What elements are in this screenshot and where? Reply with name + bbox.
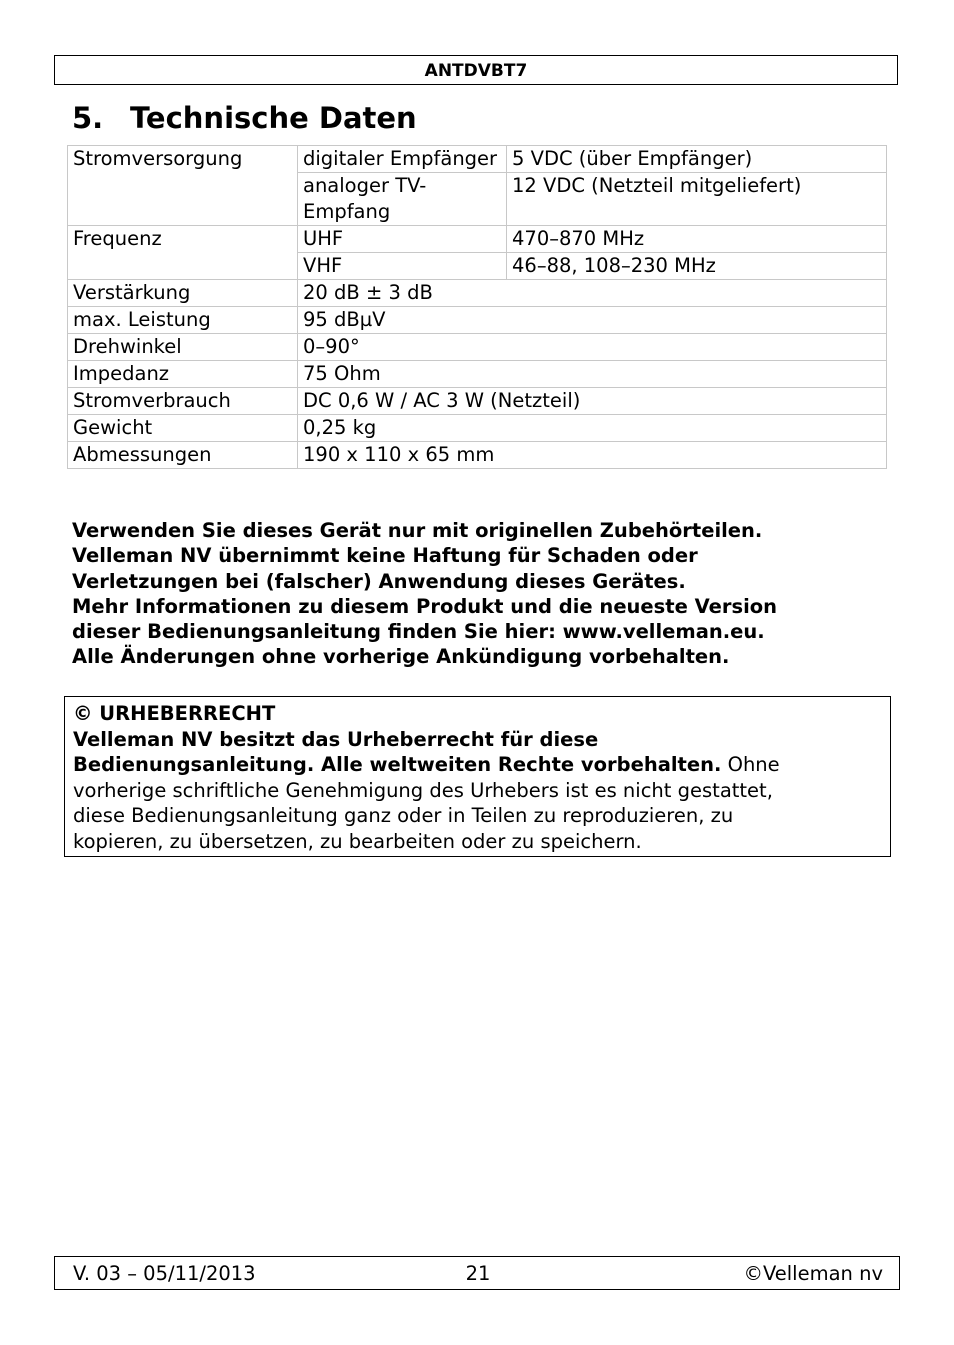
table-row [68,280,887,307]
notice-paragraph [72,518,872,670]
table-row [68,361,887,388]
spec-label: Stromverbrauch [68,388,298,415]
table-row [68,307,887,334]
spec-value: 75 Ohm [298,361,887,388]
table-row [68,334,887,361]
table-row [68,388,887,415]
spec-sublabel: analoger TV-Empfang [298,173,507,226]
notice-line: Verwenden Sie dieses Gerät nur mit originellen Zubehörteilen. [72,519,763,542]
copyright-heading: © URHEBERRECHT [73,702,276,725]
table-row [68,442,887,469]
spec-label: Stromversorgung [68,146,298,226]
copyright-line: diese Bedienungsanleitung ganz oder in Teilen zu reproduzieren, zu [73,804,734,827]
spec-value: 20 dB ± 3 dB [298,280,887,307]
spec-value: 470–870 MHz [507,226,887,253]
section-title [72,98,417,138]
spec-value: 5 VDC (über Empfänger) [507,146,887,173]
copyright-line: kopieren, zu übersetzen, zu bearbeiten oder zu speichern. [73,829,642,853]
notice-line: Alle Änderungen ohne vorherige Ankündigung vorbehalten. [72,645,730,669]
notice-line: Verletzungen bei (falscher) Anwendung dieses Gerätes. [72,569,686,593]
notice-line: dieser Bedienungsanleitung finden Sie hier: www.velleman.eu. [72,620,765,644]
section-number: 5. [72,101,104,135]
spec-label: Gewicht [68,415,298,442]
spec-label: Impedanz [68,361,298,388]
footer-copyright: ©Velleman nv [743,1262,883,1285]
spec-sublabel: VHF [298,253,507,280]
copyright-normal-text: Ohne [721,753,780,776]
spec-sublabel: UHF [298,226,507,253]
footer-version: V. 03 – 05/11/2013 [73,1262,256,1285]
table-row [68,146,887,173]
document-footer [54,1256,900,1290]
copyright-bold-text: Bedienungsanleitung. Alle weltweiten Rechte vorbehalten. [73,753,722,776]
spec-label: Verstärkung [68,280,298,307]
model-name: ANTDVBT7 [424,61,528,81]
copyright-line: vorherige schriftliche Genehmigung des Urhebers ist es nicht gestattet, [73,778,773,802]
notice-line: Mehr Informationen zu diesem Produkt und die neueste Version [72,594,778,618]
spec-value: 0–90° [298,334,887,361]
section-title-text: Technische Daten [130,101,417,135]
spec-value: 12 VDC (Netzteil mitgeliefert) [507,173,887,226]
spec-sublabel: digitaler Empfänger [298,146,507,173]
spec-value: 190 x 110 x 65 mm [298,442,887,469]
spec-label: Abmessungen [68,442,298,469]
spec-value: 95 dBµV [298,307,887,334]
spec-table [67,145,887,469]
copyright-line: Velleman NV besitzt das Urheberrecht für diese [73,727,599,751]
footer-page-number: 21 [465,1262,491,1285]
table-row [68,226,887,253]
spec-value: DC 0,6 W / AC 3 W (Netzteil) [298,388,887,415]
spec-label: max. Leistung [68,307,298,334]
copyright-line [73,752,882,778]
spec-value: 0,25 kg [298,415,887,442]
notice-line: Velleman NV übernimmt keine Haftung für Schaden oder [72,544,698,568]
document-header [54,55,898,85]
spec-label: Drehwinkel [68,334,298,361]
spec-label: Frequenz [68,226,298,280]
spec-value: 46–88, 108–230 MHz [507,253,887,280]
copyright-box [64,696,891,857]
table-row [68,415,887,442]
